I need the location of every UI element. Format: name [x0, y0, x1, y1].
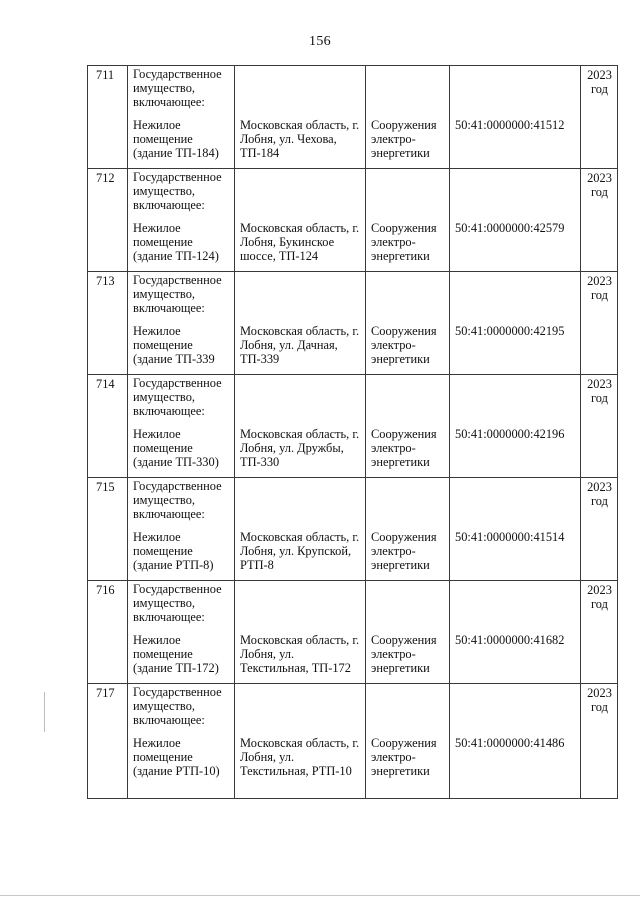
category-cell [366, 478, 450, 581]
object-address: Московская область, г. Лобня, ул. Чехова, ТП-184 [240, 118, 360, 160]
year-value: 2023 [587, 68, 612, 82]
cadastral-cell [450, 375, 581, 478]
cadastral-cell [450, 478, 581, 581]
category-cell [366, 169, 450, 272]
description-cell [128, 478, 235, 581]
object-name: Нежилое помещение (здание ТП-124) [133, 221, 219, 263]
address-cell [235, 66, 366, 169]
owner-type: Государственное имущество, включающее: [133, 479, 222, 521]
description-cell [128, 169, 235, 272]
cadastral-number: 50:41:0000000:42195 [455, 324, 565, 338]
object-address: Московская область, г. Лобня, ул. Дачная, ТП-339 [240, 324, 360, 366]
object-category: Сооружения электро-энергетики [371, 324, 437, 366]
table-row [88, 478, 618, 581]
year-value: 2023 [587, 480, 612, 494]
description-cell [128, 272, 235, 375]
table-row [88, 684, 618, 799]
cadastral-cell [450, 684, 581, 799]
owner-type: Государственное имущество, включающее: [133, 376, 222, 418]
address-cell [235, 272, 366, 375]
year-unit: год [591, 82, 608, 96]
table-row [88, 375, 618, 478]
description-cell [128, 684, 235, 799]
object-name: Нежилое помещение (здание РТП-10) [133, 736, 220, 778]
row-number: 715 [88, 478, 128, 581]
scan-artifact-line [44, 692, 45, 732]
year-unit: год [591, 288, 608, 302]
object-address: Московская область, г. Лобня, ул. Крупской, РТП-8 [240, 530, 360, 572]
category-cell [366, 375, 450, 478]
year-unit: год [591, 494, 608, 508]
year-value: 2023 [587, 274, 612, 288]
row-number: 714 [88, 375, 128, 478]
object-address: Московская область, г. Лобня, ул. Текстильная, ТП-172 [240, 633, 360, 675]
object-address: Московская область, г. Лобня, Букинское шоссе, ТП-124 [240, 221, 360, 263]
category-cell [366, 272, 450, 375]
row-number: 713 [88, 272, 128, 375]
owner-type: Государственное имущество, включающее: [133, 67, 222, 109]
description-cell [128, 581, 235, 684]
cadastral-cell [450, 272, 581, 375]
object-address: Московская область, г. Лобня, ул. Дружбы, ТП-330 [240, 427, 360, 469]
year-value: 2023 [587, 377, 612, 391]
cadastral-number: 50:41:0000000:41512 [455, 118, 565, 132]
row-number: 711 [88, 66, 128, 169]
object-name: Нежилое помещение (здание ТП-172) [133, 633, 219, 675]
year-unit: год [591, 597, 608, 611]
cadastral-number: 50:41:0000000:41514 [455, 530, 565, 544]
address-cell [235, 684, 366, 799]
category-cell [366, 66, 450, 169]
description-cell [128, 66, 235, 169]
year-cell [581, 375, 618, 478]
year-value: 2023 [587, 686, 612, 700]
object-category: Сооружения электро-энергетики [371, 530, 437, 572]
owner-type: Государственное имущество, включающее: [133, 273, 222, 315]
cadastral-number: 50:41:0000000:41486 [455, 736, 565, 750]
object-name: Нежилое помещение (здание РТП-8) [133, 530, 214, 572]
cadastral-number: 50:41:0000000:41682 [455, 633, 565, 647]
object-category: Сооружения электро-энергетики [371, 427, 437, 469]
object-category: Сооружения электро-энергетики [371, 118, 437, 160]
category-cell [366, 684, 450, 799]
year-unit: год [591, 185, 608, 199]
year-cell [581, 581, 618, 684]
object-name: Нежилое помещение (здание ТП-184) [133, 118, 219, 160]
year-cell [581, 272, 618, 375]
cadastral-number: 50:41:0000000:42579 [455, 221, 565, 235]
page-number: 156 [309, 34, 331, 49]
table-row [88, 66, 618, 169]
address-cell [235, 581, 366, 684]
year-cell [581, 169, 618, 272]
table-row [88, 169, 618, 272]
scan-artifact-line [0, 895, 640, 896]
owner-type: Государственное имущество, включающее: [133, 170, 222, 212]
object-address: Московская область, г. Лобня, ул. Текстильная, РТП-10 [240, 736, 360, 778]
object-category: Сооружения электро-энергетики [371, 221, 437, 263]
owner-type: Государственное имущество, включающее: [133, 582, 222, 624]
owner-type: Государственное имущество, включающее: [133, 685, 222, 727]
category-cell [366, 581, 450, 684]
object-category: Сооружения электро-энергетики [371, 736, 437, 778]
object-name: Нежилое помещение (здание ТП-339 [133, 324, 215, 366]
row-number: 717 [88, 684, 128, 799]
object-name: Нежилое помещение (здание ТП-330) [133, 427, 219, 469]
property-registry-table [87, 65, 618, 799]
year-cell [581, 66, 618, 169]
year-value: 2023 [587, 171, 612, 185]
description-cell [128, 375, 235, 478]
year-cell [581, 684, 618, 799]
cadastral-cell [450, 581, 581, 684]
address-cell [235, 169, 366, 272]
object-category: Сооружения электро-энергетики [371, 633, 437, 675]
cadastral-number: 50:41:0000000:42196 [455, 427, 565, 441]
row-number: 712 [88, 169, 128, 272]
cadastral-cell [450, 66, 581, 169]
address-cell [235, 478, 366, 581]
year-value: 2023 [587, 583, 612, 597]
year-unit: год [591, 700, 608, 714]
year-unit: год [591, 391, 608, 405]
table-row [88, 272, 618, 375]
address-cell [235, 375, 366, 478]
cadastral-cell [450, 169, 581, 272]
row-number: 716 [88, 581, 128, 684]
table-row [88, 581, 618, 684]
year-cell [581, 478, 618, 581]
